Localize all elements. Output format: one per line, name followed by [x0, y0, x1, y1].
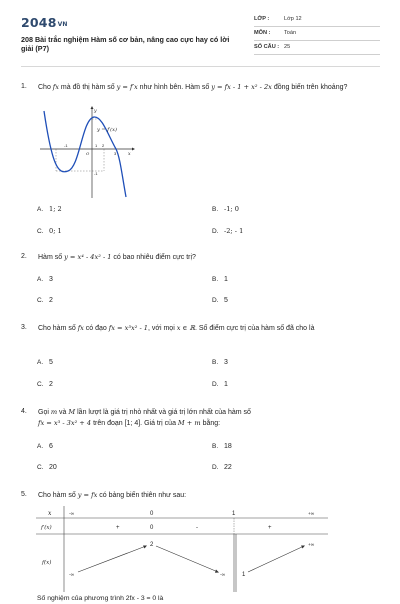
option-d[interactable]: D. -2; - 1 [212, 227, 244, 235]
row-x-label: x [48, 510, 52, 517]
option-c[interactable]: C. 20 [37, 464, 57, 471]
meta-grade: LỚP : Lớp 12 [254, 14, 380, 27]
svg-text:y: y [94, 109, 97, 114]
tick-label: 1 [95, 143, 98, 148]
header-divider [21, 66, 380, 67]
fprime-sign: + [116, 525, 120, 531]
option-a[interactable]: A. 3 [37, 276, 53, 283]
fprime-sign: + [268, 525, 272, 531]
row-f-label: f(x) [42, 560, 52, 566]
meta-question-count: SỐ CÂU : 25 [254, 42, 380, 55]
tick-label: -1 [94, 171, 98, 176]
question-5-prompt: Số nghiệm của phương trình 2fx - 3 = 0 là [37, 595, 164, 602]
question-number: 1. [21, 83, 27, 90]
f-value: -∞ [69, 573, 75, 578]
fprime-sign: 0 [150, 525, 154, 531]
option-a[interactable]: A. 5 [37, 359, 53, 366]
tick-label: 2 [102, 143, 105, 148]
option-d[interactable]: D. 22 [212, 464, 232, 471]
row-fprime-label: f′(x) [41, 525, 52, 531]
option-a[interactable]: A. 6 [37, 443, 53, 450]
option-b[interactable]: B. -1; 0 [212, 205, 239, 213]
option-c[interactable]: C. 2 [37, 297, 53, 304]
option-d[interactable]: D. 5 [212, 297, 228, 304]
derivative-graph [36, 105, 136, 200]
x-value: +∞ [308, 512, 315, 517]
option-b[interactable]: B. 3 [212, 359, 228, 366]
curve-label: y = f′(x) [97, 127, 117, 133]
option-c[interactable]: C. 2 [37, 381, 53, 388]
meta-subject: MÔN : Toán [254, 28, 380, 41]
worksheet-page: 2048VN 208 Bài trắc nghiệm Hàm số cơ bản, nâng cao cực hay có lời giải (P7) LỚP : Lớp 12 MÔN : Toán SỐ CÂU : 25 1. Cho fx mà đồ thị hàm số y = f′x như hình bên. Hàm số y = fx - 1 + x² - 2x đồng biến trên khoảng? y = f′(x) y x O -1 1 2 3 -1 A. 1; 2 B. -1; 0 C. 0; 1 D. -2; - 1 2. Hàm số y = x⁴ - 4x² - 1 có bao nhiêu điểm cực trị? A. 3 B. 1 C. 2 D. 5 3. Cho hàm số fx có đạo fx = x³x² - 1, với mọi x ∈ ℝ. Số điểm cực trị của hàm số đã cho là A. 5 B. 3 C. 2 D. 1 4. Gọi m và M lần lượt là giá trị nhỏ nhất và giá trị lớn nhất của hàm số fx = x³ - 3x² + 4 trên đoạn [1; 4]. Giá trị của M + m bằng: A. 6 B. 18 C. 20 D. 22 5. Cho hàm số y = fx có bảng biến thiên như sau: x f′(x) f(x) -∞ 0 1 +∞ + 0 - + -∞ 2 -∞ 1 +∞ Số nghiệm của phương trình 2fx - 3 = 0 là [0, 0, 400, 600]
x-value: 0 [150, 511, 154, 517]
f-value: 2 [150, 542, 154, 548]
svg-text:x: x [128, 152, 131, 157]
x-value: 1 [232, 511, 236, 517]
variation-table [36, 506, 328, 592]
f-value: 1 [242, 572, 246, 578]
question-text: Cho fx mà đồ thị hàm số y = f′x như hình bên. Hàm số y = fx - 1 + x² - 2x đồng biến trên khoảng? [38, 83, 348, 91]
document-title: 208 Bài trắc nghiệm Hàm số cơ bản, nâng cao cực hay có lời giải (P7) [21, 35, 230, 53]
option-b[interactable]: B. 1 [212, 276, 228, 283]
x-value: -∞ [69, 512, 75, 517]
tick-label: 3 [114, 151, 117, 156]
option-b[interactable]: B. 18 [212, 443, 232, 450]
svg-text:O: O [86, 151, 90, 156]
option-a[interactable]: A. 1; 2 [37, 205, 62, 213]
f-value: +∞ [308, 543, 315, 548]
option-c[interactable]: C. 0; 1 [37, 227, 62, 235]
site-logo[interactable]: 2048VN [21, 15, 68, 30]
fprime-sign: - [196, 525, 198, 531]
option-d[interactable]: D. 1 [212, 381, 228, 388]
tick-label: -1 [64, 143, 68, 148]
f-value: -∞ [220, 573, 226, 578]
